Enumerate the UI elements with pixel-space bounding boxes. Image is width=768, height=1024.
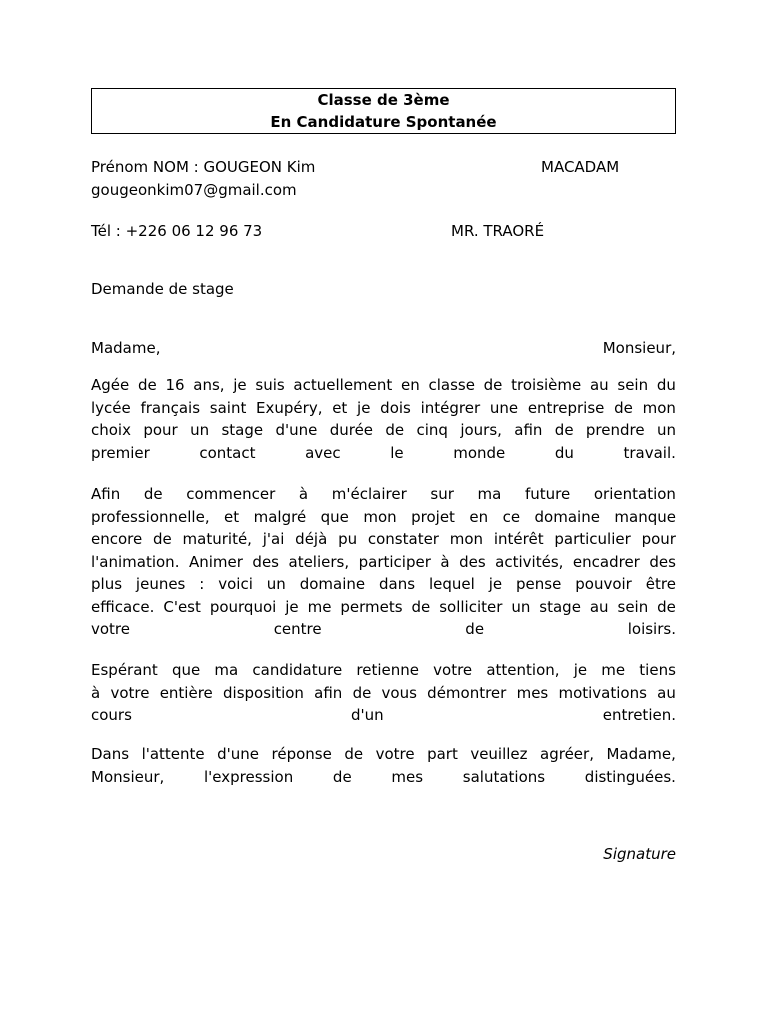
signature: Signature [603, 845, 676, 863]
paragraph-line: professionnelle, et malgré que mon projet en ce domaine manque [91, 507, 676, 526]
paragraph-line: à votre entière disposition afin de vous démontrer mes motivations au [91, 683, 676, 702]
title-subject: En Candidature Spontanée [270, 113, 497, 131]
recipient-contact: MR. TRAORÉ [451, 222, 545, 240]
title-class: Classe de 3ème [317, 91, 450, 109]
salutation-left: Madame, [91, 339, 161, 357]
recipient-company: MACADAM [541, 158, 620, 176]
paragraph-line: votre centre de loisirs. [91, 620, 676, 638]
paragraph-line: encore de maturité, j'ai déjà pu constater mon intérêt particulier pour [91, 530, 676, 548]
paragraph [91, 743, 676, 788]
paragraph-line: Espérant que ma candidature retienne votre attention, je me tiens [91, 661, 676, 679]
paragraph-line: Monsieur, l'expression de mes salutations distinguées. [91, 767, 676, 786]
paragraph [91, 659, 676, 727]
paragraph-line: lycée français saint Exupéry, et je dois intégrer une entreprise de mon [91, 398, 676, 417]
paragraph-line: Agée de 16 ans, je suis actuellement en classe de troisième au sein du [91, 376, 676, 394]
salutation-right: Monsieur, [602, 339, 676, 357]
paragraph-line: choix pour un stage d'une durée de cinq jours, afin de prendre un [91, 421, 676, 439]
title-box [91, 88, 676, 134]
paragraph-line: efficace. C'est pourquoi je me permets de solliciter un stage au sein de [91, 597, 676, 616]
sender-email: gougeonkim07@gmail.com [91, 181, 297, 199]
paragraph-line: premier contact avec le monde du travail. [91, 443, 676, 462]
paragraph-line: cours d'un entretien. [91, 706, 676, 724]
paragraph-line: l'animation. Animer des ateliers, participer à des activités, encadrer des [91, 552, 676, 571]
sender-phone: Tél : +226 06 12 96 73 [91, 222, 263, 240]
sender-name: Prénom NOM : GOUGEON Kim [91, 158, 316, 176]
paragraph-line: Dans l'attente d'une réponse de votre part veuillez agréer, Madame, [91, 745, 676, 763]
paragraph [91, 374, 676, 464]
paragraph [91, 483, 676, 641]
letter-subject: Demande de stage [91, 280, 234, 298]
paragraph-line: plus jeunes : voici un domaine dans lequel je pense pouvoir être [91, 575, 676, 593]
paragraph-line: Afin de commencer à m'éclairer sur ma future orientation [91, 485, 676, 503]
